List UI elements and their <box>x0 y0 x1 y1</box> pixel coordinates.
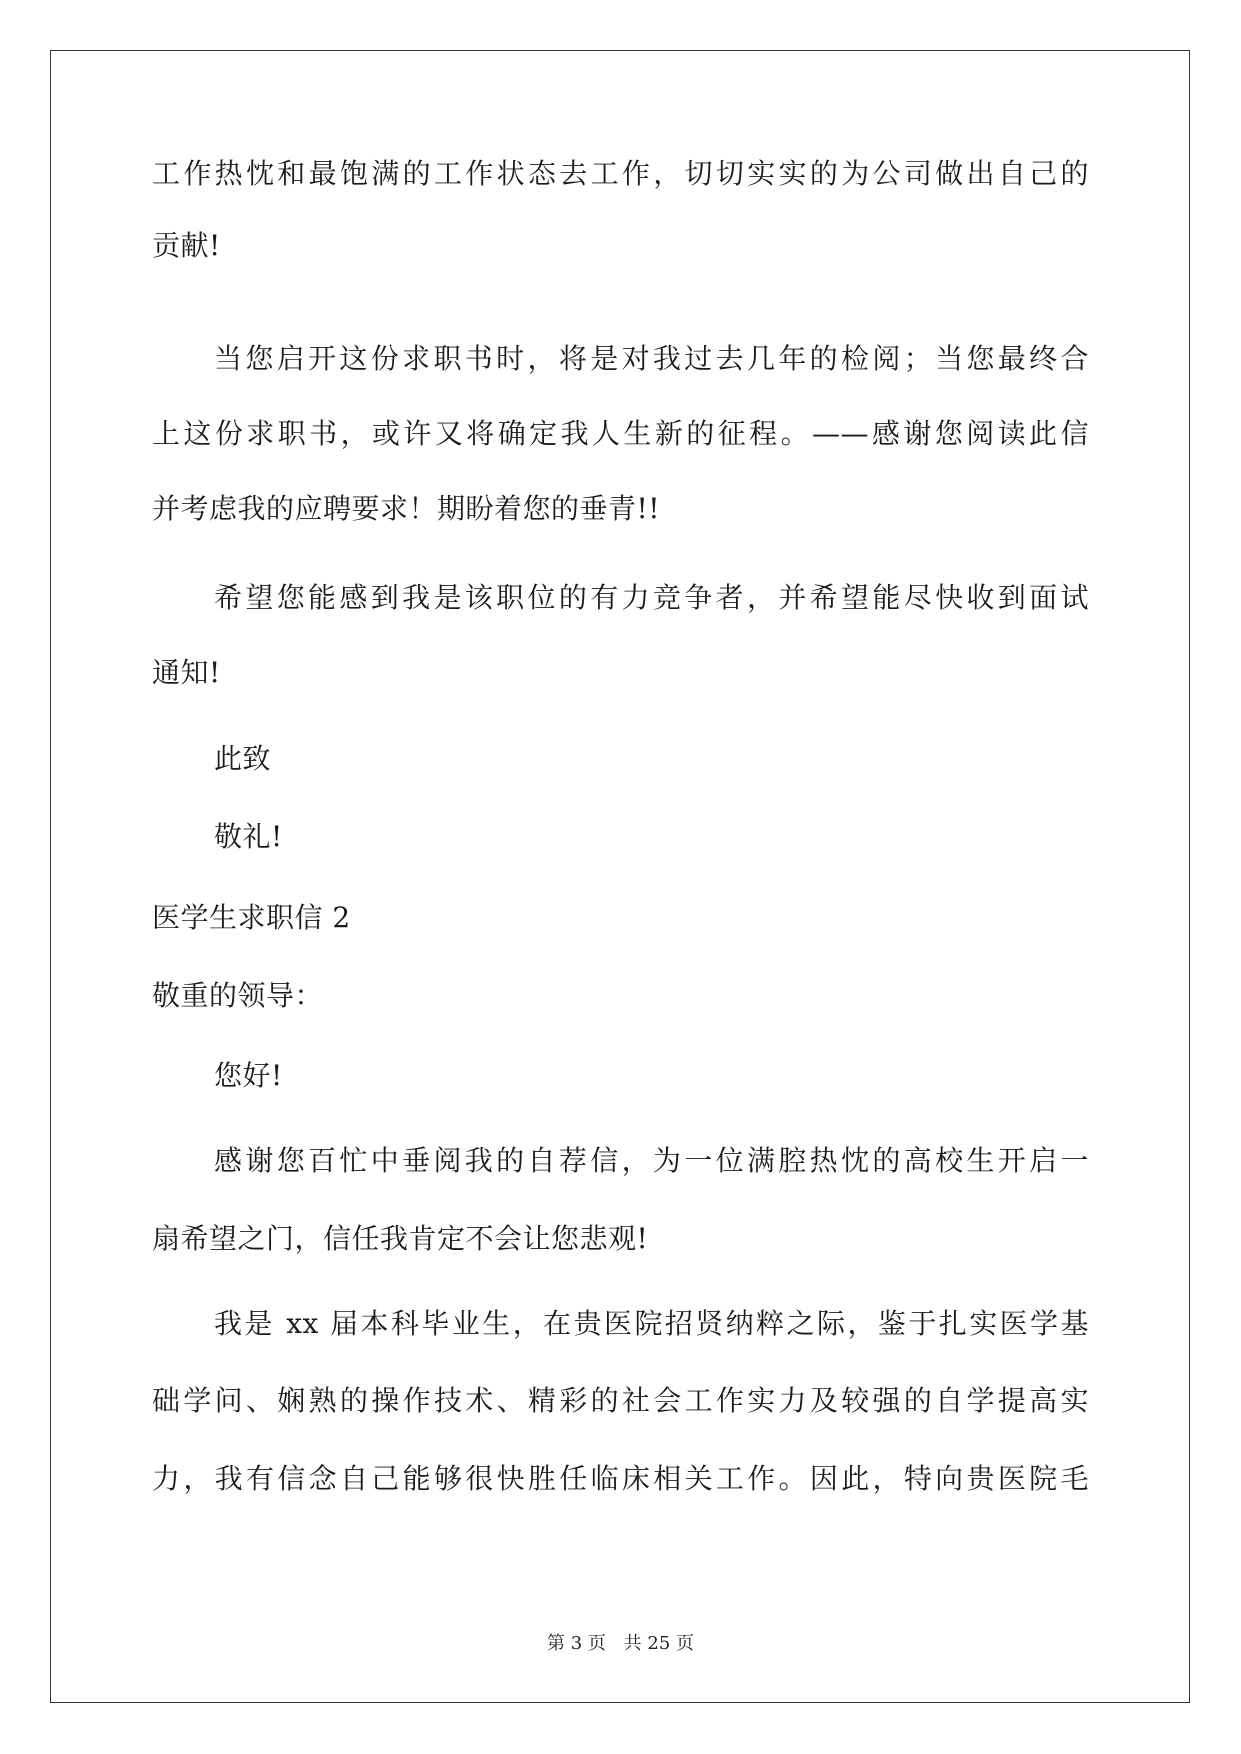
text-line: 扇希望之门，信任我肯定不会让您悲观! <box>152 1222 649 1255</box>
page-number: 第 3 页 <box>547 1633 606 1654</box>
text-line: 感谢您百忙中垂阅我的自荐信，为一位满腔热忱的高校生开启一 <box>214 1144 1089 1177</box>
page-total: 共 25 页 <box>623 1633 694 1654</box>
text-line: 贡献! <box>152 229 221 262</box>
text-line: 希望您能感到我是该职位的有力竞争者，并希望能尽快收到面试 <box>214 581 1089 614</box>
text-line: 础学问、娴熟的操作技术、精彩的社会工作实力及较强的自学提高实 <box>152 1384 1089 1417</box>
page-border <box>50 50 1190 1703</box>
text-line: 上这份求职书，或许又将确定我人生新的征程。——感谢您阅读此信 <box>152 417 1089 450</box>
page-footer <box>0 1633 1241 1655</box>
text-line: 工作热忱和最饱满的工作状态去工作，切切实实的为公司做出自己的 <box>152 157 1089 190</box>
text-line: 通知! <box>152 656 221 689</box>
text-line: 我是 xx 届本科毕业生，在贵医院招贤纳粹之际，鉴于扎实医学基 <box>214 1307 1089 1340</box>
text-line: 力，我有信念自己能够很快胜任临床相关工作。因此，特向贵医院毛 <box>152 1462 1089 1495</box>
text-line: 并考虑我的应聘要求！期盼着您的垂青!! <box>152 492 661 525</box>
salutation-regards: 敬礼! <box>214 820 283 853</box>
section-title: 医学生求职信 2 <box>152 901 351 934</box>
greeting-recipient: 敬重的领导： <box>152 979 324 1012</box>
salutation-closing: 此致 <box>214 742 272 775</box>
greeting-hello: 您好! <box>214 1059 283 1092</box>
text-line: 当您启开这份求职书时，将是对我过去几年的检阅；当您最终合 <box>214 342 1089 375</box>
